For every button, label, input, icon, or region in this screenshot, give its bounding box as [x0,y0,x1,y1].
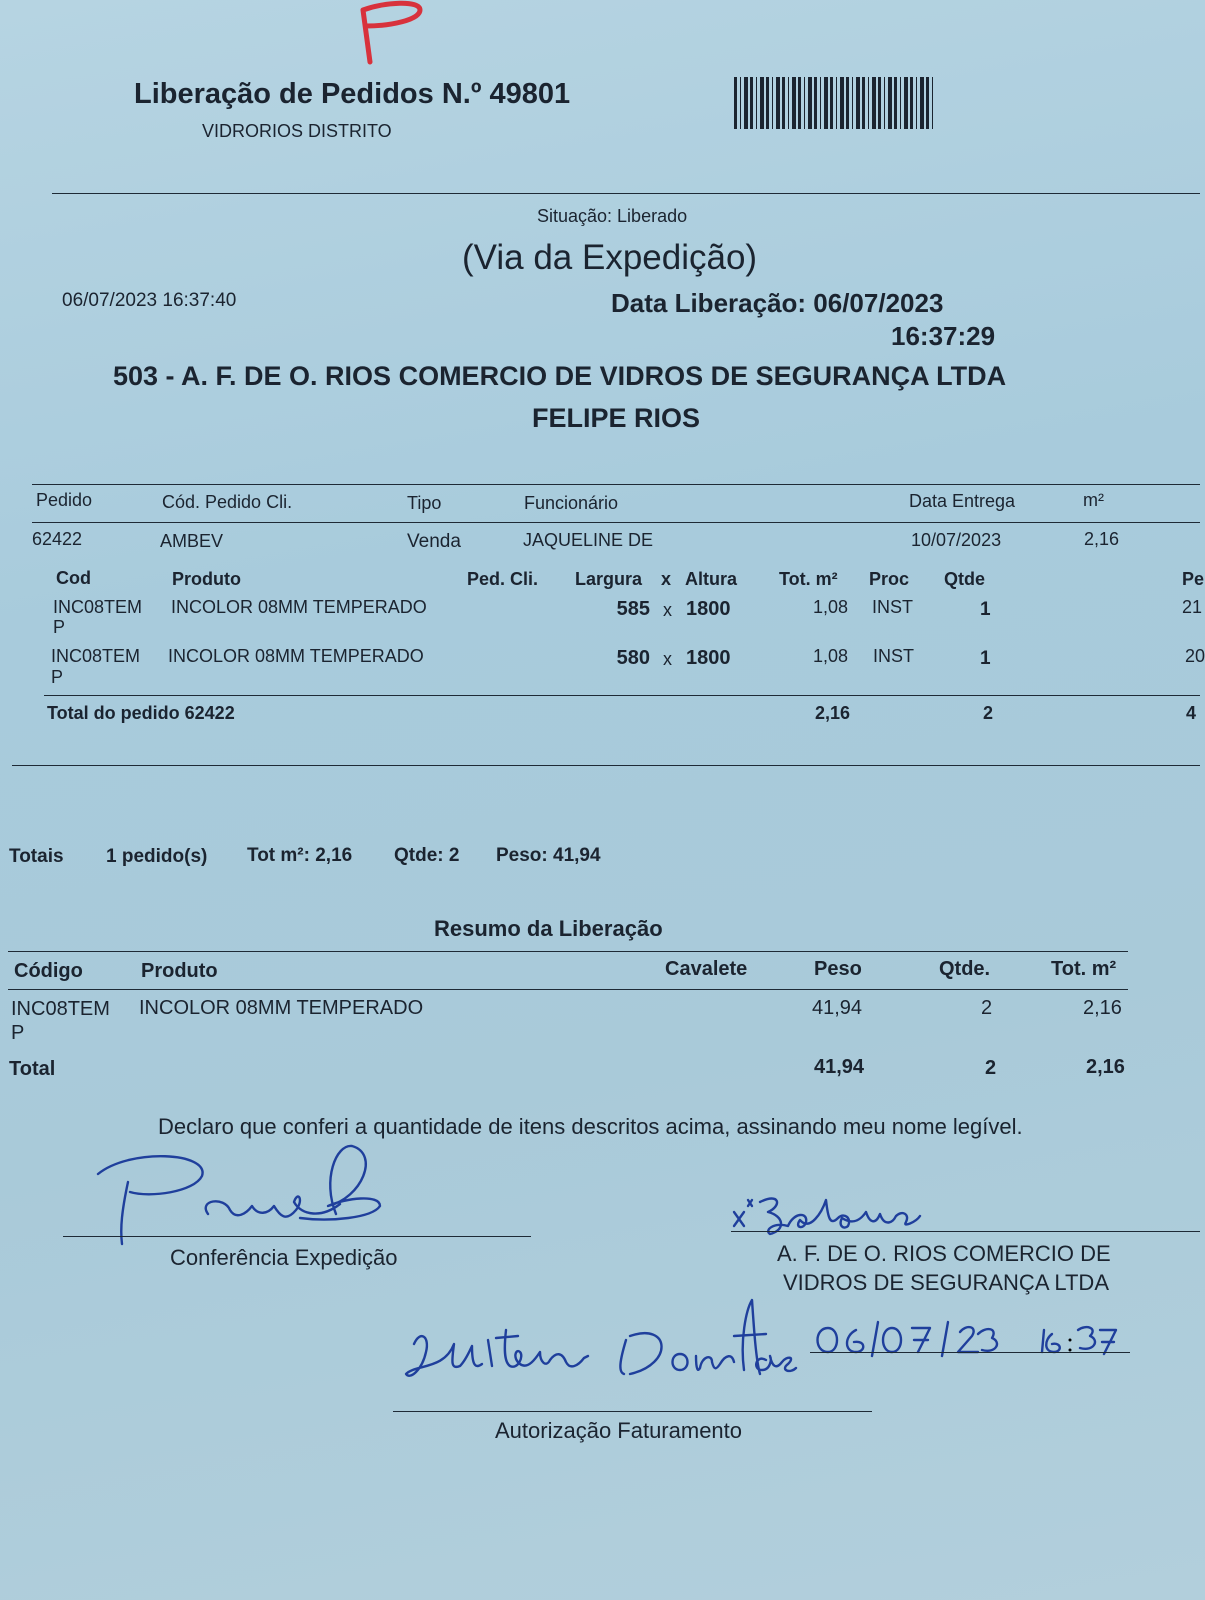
item-proc: INST [873,646,915,666]
item-weight: 21 [1182,597,1203,617]
signature-autorizacao [400,1300,840,1410]
status-text: Situação: Liberado [537,206,688,226]
summary-code-line1: INC08TEM [11,998,110,1020]
item-code-line1: INC08TEM [53,597,143,617]
item-x: x [663,600,672,620]
order-header-line [32,522,1200,523]
summary-header-peso: Peso [814,958,862,980]
company-name: VIDRORIOS DISTRITO [202,121,392,141]
item-header-largura: Largura [575,569,643,589]
col-header-data-entrega: Data Entrega [909,491,1016,511]
handwritten-date [808,1314,1148,1364]
printed-timestamp: 06/07/2023 16:37:40 [62,290,237,311]
summary-m2: 2,16 [1083,997,1122,1019]
col-header-cod-cli: Cód. Pedido Cli. [162,492,293,512]
order-total-label: Total do pedido 62422 [47,703,235,723]
item-proc: INST [872,597,914,617]
summary-code-line2: P [11,1022,25,1044]
item-product: INCOLOR 08MM TEMPERADO [171,597,427,617]
item-height: 1800 [686,647,731,669]
summary-qty: 2 [981,997,993,1019]
header-divider [52,193,1200,194]
item-qty: 1 [980,648,991,669]
summary-header-codigo: Código [14,960,83,982]
item-header-altura: Altura [685,569,738,589]
order-top-line [32,484,1200,485]
totals-qty: Qtde: 2 [394,845,460,866]
summary-title: Resumo da Liberação [434,916,663,941]
declaration-text: Declaro que conferi a quantidade de itens descritos acima, assinando meu nome legível. [158,1114,1023,1139]
release-date: Data Liberação: 06/07/2023 [611,288,944,318]
item-weight: 20 [1185,646,1205,666]
summary-header-line [8,989,1128,990]
item-header-cod: Cod [56,568,91,588]
order-type: Venda [407,531,461,552]
summary-header-produto: Produto [141,960,218,982]
employee-name: JAQUELINE DE [523,530,654,550]
order-total-weight: 4 [1186,703,1197,723]
order-number: 62422 [32,529,83,549]
totals-m2: Tot m²: 2,16 [247,845,353,866]
col-header-funcionario: Funcionário [524,493,619,513]
item-header-proc: Proc [869,569,910,589]
item-code-line2: P [53,617,66,637]
col-header-pedido: Pedido [36,490,93,510]
summary-weight: 41,94 [812,997,863,1019]
item-header-tot-m2: Tot. m² [779,569,838,589]
signature-line-company [731,1231,1200,1232]
item-tot-m2: 1,08 [812,597,848,617]
item-code-line2: P [51,667,64,687]
copy-label: (Via da Expedição) [462,238,758,277]
conferencia-label: Conferência Expedição [170,1245,398,1270]
client-name: 503 - A. F. DE O. RIOS COMERCIO DE VIDROS DE SEGURANÇA LTDA [113,361,1007,391]
col-header-m2: m² [1083,490,1104,510]
order-total-m2: 2,16 [814,703,850,723]
date-line [810,1352,1130,1353]
item-width: 580 [616,647,650,669]
signature-company [730,1182,960,1242]
totals-orders: 1 pedido(s) [106,846,208,867]
order-total-line [44,695,1200,696]
item-header-qtde: Qtde [944,569,986,589]
summary-header-qtde: Qtde. [939,958,991,980]
item-height: 1800 [686,598,731,620]
document-title: Liberação de Pedidos N.º 49801 [134,78,571,110]
red-handwritten-mark [330,0,440,70]
col-header-tipo: Tipo [407,493,442,513]
item-x: x [663,649,672,669]
company-signature-line1: A. F. DE O. RIOS COMERCIO DE [777,1241,1111,1266]
summary-total-m2: 2,16 [1086,1056,1125,1078]
order-bottom-line [12,765,1200,766]
company-signature-line2: VIDROS DE SEGURANÇA LTDA [783,1270,1109,1295]
order-total-qty: 2 [983,703,994,723]
summary-top-line [8,951,1128,952]
client-contact: FELIPE RIOS [532,403,701,433]
signature-line-conferencia [63,1236,531,1237]
summary-total-label: Total [9,1058,56,1080]
summary-total-weight: 41,94 [814,1056,865,1078]
summary-product: INCOLOR 08MM TEMPERADO [139,997,424,1019]
item-header-ped-cli: Ped. Cli. [467,569,539,589]
autorizacao-label: Autorização Faturamento [495,1418,743,1443]
client-order-code: AMBEV [160,531,224,551]
signature-conferencia [90,1140,400,1250]
totals-label: Totais [9,846,64,867]
item-header-x: x [661,569,672,589]
item-header-peso: Pe [1182,569,1205,589]
item-tot-m2: 1,08 [812,646,848,666]
item-product: INCOLOR 08MM TEMPERADO [168,646,424,666]
totals-weight: Peso: 41,94 [496,845,601,866]
order-m2: 2,16 [1084,529,1120,549]
item-width: 585 [616,598,650,620]
summary-header-cavalete: Cavalete [665,958,748,980]
signature-line-autorizacao [393,1411,872,1412]
barcode [734,77,936,129]
release-time: 16:37:29 [891,321,996,351]
item-qty: 1 [980,599,991,620]
item-header-produto: Produto [172,569,241,589]
summary-header-tot-m2: Tot. m² [1051,958,1117,980]
item-code-line1: INC08TEM [51,646,141,666]
delivery-date: 10/07/2023 [911,530,1002,550]
summary-total-qty: 2 [985,1057,997,1079]
